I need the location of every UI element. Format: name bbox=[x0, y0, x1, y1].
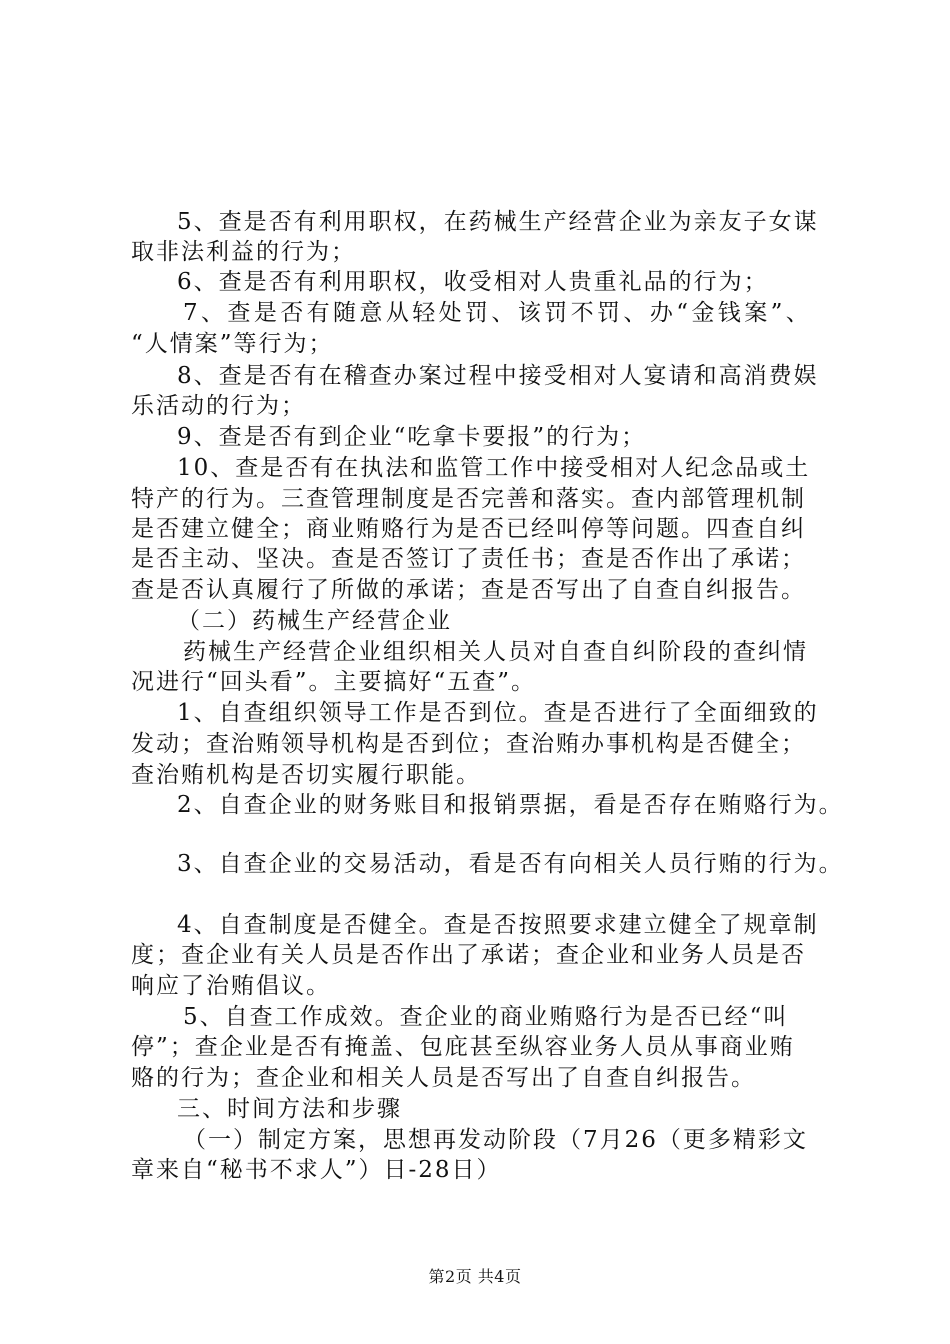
text-line: 4、自查制度是否健全。查是否按照要求建立健全了规章制 bbox=[177, 912, 819, 938]
text-line: 2、自查企业的财务账目和报销票据，看是否存在贿赂行为。 bbox=[177, 792, 844, 818]
text-line: 特产的行为。三查管理制度是否完善和落实。查内部管理机制 bbox=[131, 486, 806, 512]
text-line: 9、查是否有到企业“吃拿卡要报”的行为； bbox=[177, 424, 647, 450]
page-footer: 第2页 共4页 bbox=[428, 1267, 522, 1286]
text-line: 度；查企业有关人员是否作出了承诺；查企业和业务人员是否 bbox=[131, 942, 806, 968]
text-line: 查是否认真履行了所做的承诺；查是否写出了自查自纠报告。 bbox=[131, 577, 806, 603]
text-line: 1、自查组织领导工作是否到位。查是否进行了全面细致的 bbox=[177, 700, 819, 726]
text-line: 7、查是否有随意从轻处罚、该罚不罚、办“金钱案”、 bbox=[183, 300, 813, 326]
text-line: 取非法利益的行为； bbox=[131, 239, 356, 265]
text-line: 5、查是否有利用职权，在药械生产经营企业为亲友子女谋 bbox=[177, 209, 819, 235]
section-heading: 三、时间方法和步骤 bbox=[177, 1096, 402, 1122]
text-line: 6、查是否有利用职权，收受相对人贵重礼品的行为； bbox=[177, 269, 769, 295]
text-line: 8、查是否有在稽查办案过程中接受相对人宴请和高消费娱 bbox=[177, 363, 819, 389]
text-line: 是否主动、坚决。查是否签订了责任书；查是否作出了承诺； bbox=[131, 546, 806, 572]
text-line: 是否建立健全；商业贿赂行为是否已经叫停等问题。四查自纠 bbox=[131, 516, 806, 542]
text-line: 药械生产经营企业组织相关人员对自查自纠阶段的查纠情 bbox=[183, 639, 808, 665]
text-line: 章来自“秘书不求人”）日-28日） bbox=[131, 1157, 502, 1183]
text-line: 发动；查治贿领导机构是否到位；查治贿办事机构是否健全； bbox=[131, 731, 806, 757]
text-line: 查治贿机构是否切实履行职能。 bbox=[131, 762, 481, 788]
text-line: 5、自查工作成效。查企业的商业贿赂行为是否已经“叫 bbox=[183, 1004, 789, 1030]
text-line: 响应了治贿倡议。 bbox=[131, 973, 331, 999]
text-line: 10、查是否有在执法和监管工作中接受相对人纪念品或土 bbox=[177, 455, 811, 481]
text-line: “人情案”等行为； bbox=[131, 331, 334, 357]
text-line: 赂的行为；查企业和相关人员是否写出了自查自纠报告。 bbox=[131, 1065, 756, 1091]
text-line: 况进行“回头看”。主要搞好“五查”。 bbox=[131, 669, 537, 695]
text-line: 3、自查企业的交易活动，看是否有向相关人员行贿的行为。 bbox=[177, 851, 844, 877]
text-line: （一）制定方案，思想再发动阶段（7月26（更多精彩文 bbox=[183, 1127, 808, 1153]
text-line: 乐活动的行为； bbox=[131, 393, 306, 419]
text-line: 停”；查企业是否有掩盖、包庇甚至纵容业务人员从事商业贿 bbox=[131, 1034, 795, 1060]
section-heading: （二）药械生产经营企业 bbox=[177, 608, 452, 634]
